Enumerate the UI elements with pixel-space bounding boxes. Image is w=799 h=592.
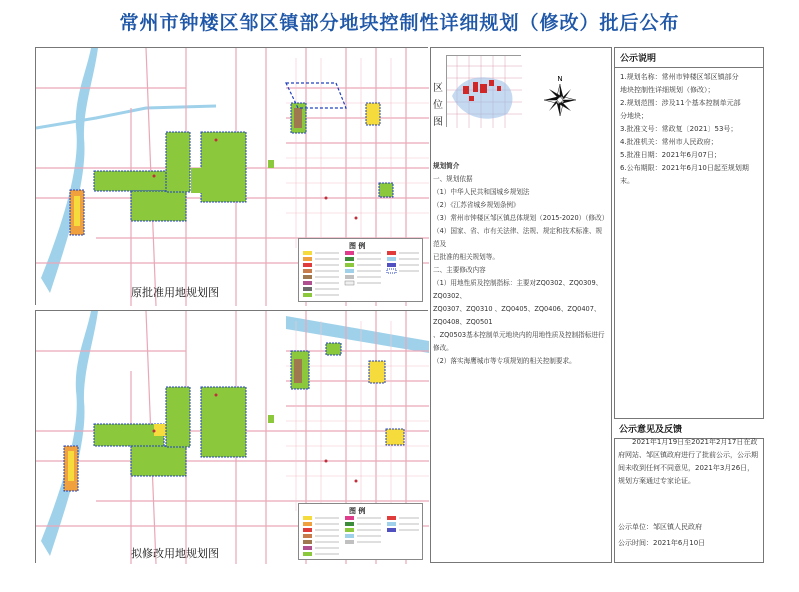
location-map-label: 区位图 bbox=[433, 83, 443, 128]
notes-line: ZQ0307、ZQ0310 、ZQ0405、ZQ0406、ZQ0407、ZQ0408、ZQ0501 bbox=[433, 305, 601, 326]
notes-line: （2）《江苏省城乡规划条例》 bbox=[433, 201, 520, 209]
notes-line: （2）落实海鹰城市等专项规划的相关控制要求。 bbox=[433, 357, 576, 365]
notes-line: 修改。 bbox=[433, 344, 453, 352]
notice-item: 末。 bbox=[620, 177, 634, 185]
notice-item: 地块控制性详细规划（修改）； bbox=[620, 86, 715, 94]
feedback-text: 2021年1月19日至2021年2月17日在政府网站、邹区镇政府进行了批前公示，公示期间未收到任何不同意见，2021年3月26日，规划方案通过专家论证。 bbox=[618, 438, 758, 485]
legend-title: 图 例 bbox=[349, 507, 366, 515]
revised-map-label: 拟修改用地规划图 bbox=[131, 547, 219, 560]
notes-line: 、ZQ0503基本控制单元地块内的用地性质及控制指标进行 bbox=[433, 331, 605, 339]
notice-item: 1.规划名称：常州市钟楼区邹区镇部分 bbox=[620, 73, 739, 81]
notes-line: （3）常州市钟楼区邹区镇总体规划（2015-2020）（修改） bbox=[433, 214, 609, 222]
notes-line: 二、主要修改内容 bbox=[433, 266, 486, 274]
notes-line: 规划简介 bbox=[433, 162, 460, 170]
planning-notes bbox=[433, 160, 608, 368]
notes-line: （1）用地性质及控制指标：主要对ZQ0302、ZQ0309、ZQ0302、 bbox=[433, 279, 603, 300]
location-map bbox=[446, 55, 521, 127]
notes-line: （1）中华人民共和国城乡规划法 bbox=[433, 188, 530, 196]
notice-item: 4.批准机关：常州市人民政府； bbox=[620, 138, 718, 146]
notes-line: 已批准的相关规划等。 bbox=[433, 253, 499, 261]
map-legend bbox=[298, 238, 423, 302]
notes-line: （4）国家、省、市有关法律、法规、规定和技术标准、规范及 bbox=[433, 227, 603, 248]
original-land-use-map bbox=[35, 47, 428, 305]
notice-item: 6.公布期限：2021年6月10日起至规划期 bbox=[620, 164, 749, 172]
north-label: N bbox=[557, 75, 563, 83]
notice-item: 3.批准文号：常政复〔2021〕53号； bbox=[620, 125, 738, 133]
notice-item: 2.规划范围：涉及11个基本控制单元部 bbox=[620, 99, 741, 107]
notes-line: 一、规划依据 bbox=[433, 175, 473, 183]
legend-title: 图 例 bbox=[349, 242, 366, 250]
page-title: 常州市钟楼区邹区镇部分地块控制性详细规划（修改）批后公布 bbox=[119, 12, 680, 34]
north-arrow-icon bbox=[535, 72, 585, 122]
notice-heading: 公示说明 bbox=[615, 48, 763, 68]
notice-item: 分地块； bbox=[620, 112, 648, 120]
revised-land-use-map bbox=[35, 310, 428, 563]
notice-body bbox=[615, 68, 763, 191]
feedback-heading: 公示意见及反馈 bbox=[614, 418, 764, 439]
map-legend bbox=[298, 503, 423, 560]
publish-date: 公示时间：2021年6月10日 bbox=[618, 539, 706, 547]
original-map-label: 原批准用地规划图 bbox=[131, 286, 219, 299]
publisher-unit: 公示单位：邹区镇人民政府 bbox=[618, 523, 702, 531]
notice-item: 5.批准日期：2021年6月07日； bbox=[620, 151, 721, 159]
